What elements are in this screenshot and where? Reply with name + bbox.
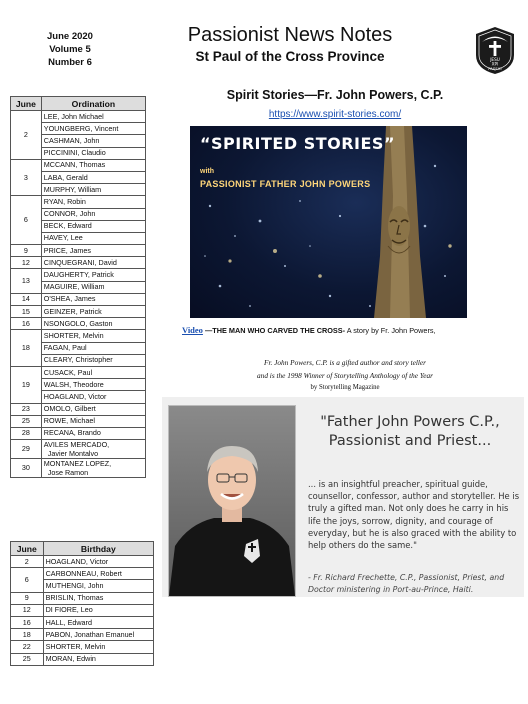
- birthday-name-cell: BRISLIN, Thomas: [43, 592, 153, 604]
- ordination-name-cell: DAUGHERTY, Patrick: [41, 269, 145, 281]
- video-title: —THE MAN WHO CARVED THE CROSS-: [202, 326, 346, 335]
- birthday-day-cell: 22: [11, 641, 44, 653]
- birthday-row: [11, 616, 154, 628]
- ordination-row: [11, 306, 146, 318]
- ordination-name-cell: LABA, Gerald: [41, 171, 145, 183]
- ordination-name-cell: BECK, Edward: [41, 220, 145, 232]
- ordination-day-cell: 15: [11, 306, 42, 318]
- banner-subtitle: PASSIONIST FATHER JOHN POWERS: [200, 179, 371, 189]
- ordination-row: [11, 245, 146, 257]
- birthday-row: [11, 604, 154, 616]
- birthday-name-cell: MUTHENGI, John: [43, 580, 153, 592]
- ordination-day-cell: 12: [11, 257, 42, 269]
- birthday-row: [11, 556, 154, 568]
- birthday-row: [11, 641, 154, 653]
- ordination-name-cell: CASHMAN, John: [41, 135, 145, 147]
- banner-with: with: [200, 168, 214, 175]
- ordination-name-cell: PICCININI, Claudio: [41, 147, 145, 159]
- ordination-name-cell: GEINZER, Patrick: [41, 306, 145, 318]
- birthday-row: [11, 653, 154, 665]
- ordination-day-cell: 29: [11, 440, 42, 459]
- ordination-day-cell: 16: [11, 318, 42, 330]
- ordination-row: [11, 330, 146, 342]
- birthday-row: [11, 592, 154, 604]
- birthday-day-cell: 18: [11, 629, 44, 641]
- ordination-name-cell: YOUNGBERG, Vincent: [41, 123, 145, 135]
- ordination-day-cell: 9: [11, 245, 42, 257]
- video-line: [182, 325, 512, 335]
- birthday-table: [10, 541, 154, 666]
- issue-volume: Volume 5: [49, 44, 91, 55]
- testimonial-title-line-2: Passionist and Priest...: [328, 433, 492, 449]
- ordination-day-cell: 13: [11, 269, 42, 293]
- birthday-name-cell: DI FIORE, Leo: [43, 604, 153, 616]
- issue-info: [10, 30, 130, 69]
- newsletter-title: Passionist News Notes: [187, 24, 393, 46]
- video-link[interactable]: Video: [182, 325, 203, 335]
- ordination-name-cell: HAVEY, Lee: [41, 232, 145, 244]
- birthday-name-header: Birthday: [43, 542, 153, 556]
- seal-text: XPI: [491, 61, 499, 67]
- birthday-name-cell: PABON, Jonathan Emanuel: [43, 629, 153, 641]
- birthday-day-cell: 12: [11, 604, 44, 616]
- ordination-row: [11, 269, 146, 281]
- ordination-name-cell: MURPHY, William: [41, 184, 145, 196]
- ordination-name-cell: WALSH, Theodore: [41, 379, 145, 391]
- ordination-name-cell: HOAGLAND, Victor: [41, 391, 145, 403]
- ordination-name-cell: CONNOR, John: [41, 208, 145, 220]
- bio-line-2: and is the 1998 Winner of Storytelling Anthology of the Year: [257, 371, 433, 380]
- ordination-day-cell: 30: [11, 459, 42, 478]
- ordination-row: [11, 459, 146, 478]
- ordination-name-cell: RECANA, Brando: [41, 427, 145, 439]
- ordination-name-cell: MAGUIRE, William: [41, 281, 145, 293]
- seal-text: JESU: [490, 57, 500, 62]
- bio-line-1: Fr. John Powers, C.P. is a gifted author and story teller: [263, 358, 427, 367]
- birthday-day-cell: 9: [11, 592, 44, 604]
- ordination-row: [11, 111, 146, 123]
- video-description: A story by Fr. John Powers,: [345, 326, 436, 335]
- ordination-name-cell: RYAN, Robin: [41, 196, 145, 208]
- issue-number: Number 6: [48, 57, 92, 68]
- birthday-name-cell: MORAN, Edwin: [43, 653, 153, 665]
- ordination-name-cell: ROWE, Michael: [41, 415, 145, 427]
- ordination-row: [11, 293, 146, 305]
- birthday-day-header: June: [11, 542, 44, 556]
- ordination-table: [10, 96, 146, 478]
- fr-john-powers-photo: [168, 405, 296, 597]
- ordination-row: [11, 427, 146, 439]
- ordination-day-cell: 14: [11, 293, 42, 305]
- ordination-row: [11, 159, 146, 171]
- issue-date: June 2020: [47, 31, 93, 42]
- testimonial-body: ... is an insightful preacher, spiritual guide, counsellor, confessor, author and storyteller. He is truly a gifted man. Not only does he carry in his life the joys, sorrow, dignity, and courage of everyday, but he is also graced with the ability to help others do the same.": [308, 479, 520, 551]
- ordination-name-cell: CINQUEGRANI, David: [41, 257, 145, 269]
- ordination-row: [11, 318, 146, 330]
- birthday-row: [11, 629, 154, 641]
- ordination-name-cell: O'SHEA, James: [41, 293, 145, 305]
- ordination-day-cell: 23: [11, 403, 42, 415]
- ordination-day-header: June: [11, 97, 42, 111]
- ordination-name-cell: SHORTER, Melvin: [41, 330, 145, 342]
- testimonial-signature: - Fr. Richard Frechette, C.P., Passionist, Priest, and Doctor ministering in Port-au-Prince, Haiti.: [308, 573, 505, 594]
- birthday-name-cell: CARBONNEAU, Robert: [43, 568, 153, 580]
- ordination-day-cell: 19: [11, 366, 42, 403]
- birthday-name-cell: HALL, Edward: [43, 616, 153, 628]
- birthday-day-cell: 16: [11, 616, 44, 628]
- starfield-tree-image: [190, 126, 467, 318]
- birthday-row: [11, 568, 154, 580]
- ordination-day-cell: 18: [11, 330, 42, 367]
- ordination-row: [11, 196, 146, 208]
- banner-title: “SPIRITED STORIES”: [200, 134, 395, 153]
- ordination-name-cell: CLEARY, Christopher: [41, 354, 145, 366]
- ordination-row: [11, 366, 146, 378]
- testimonial-title-line-1: "Father John Powers C.P.,: [320, 414, 500, 430]
- ordination-day-cell: 6: [11, 196, 42, 245]
- ordination-name-cell: FAGAN, Paul: [41, 342, 145, 354]
- birthday-name-cell: SHORTER, Melvin: [43, 641, 153, 653]
- ordination-day-cell: 2: [11, 111, 42, 160]
- ordination-name-cell: LEE, John Michael: [41, 111, 145, 123]
- testimonial-title: [300, 413, 520, 451]
- ordination-row: [11, 440, 146, 459]
- ordination-day-cell: 3: [11, 159, 42, 196]
- passionist-seal-icon: [472, 25, 518, 75]
- birthday-day-cell: 2: [11, 556, 44, 568]
- bio-line-3: by Storytelling Magazine: [310, 384, 380, 391]
- ordination-day-cell: 25: [11, 415, 42, 427]
- spirit-stories-link[interactable]: https://www.spirit-stories.com/: [268, 109, 402, 120]
- ordination-name-cell: OMOLO, Gilbert: [41, 403, 145, 415]
- seal-text: PASSIO: [488, 66, 502, 71]
- ordination-name-cell: MCCANN, Thomas: [41, 159, 145, 171]
- spirit-stories-heading: Spirit Stories—Fr. John Powers, C.P.: [226, 88, 444, 102]
- ordination-name-cell: AVILES MERCADO, Javier Montalvo: [41, 440, 145, 459]
- province-subtitle: St Paul of the Cross Province: [195, 49, 385, 64]
- birthday-name-cell: HOAGLAND, Victor: [43, 556, 153, 568]
- ordination-name-cell: PRICE, James: [41, 245, 145, 257]
- ordination-name-cell: CUSACK, Paul: [41, 366, 145, 378]
- ordination-name-cell: MONTANEZ LOPEZ, Jose Ramon: [41, 459, 145, 478]
- ordination-name-header: Ordination: [41, 97, 145, 111]
- ordination-row: [11, 415, 146, 427]
- birthday-day-cell: 6: [11, 568, 44, 592]
- ordination-row: [11, 257, 146, 269]
- ordination-row: [11, 403, 146, 415]
- spirited-stories-banner[interactable]: [190, 126, 467, 318]
- ordination-name-cell: NSONGOLO, Gaston: [41, 318, 145, 330]
- birthday-day-cell: 25: [11, 653, 44, 665]
- ordination-day-cell: 28: [11, 427, 42, 439]
